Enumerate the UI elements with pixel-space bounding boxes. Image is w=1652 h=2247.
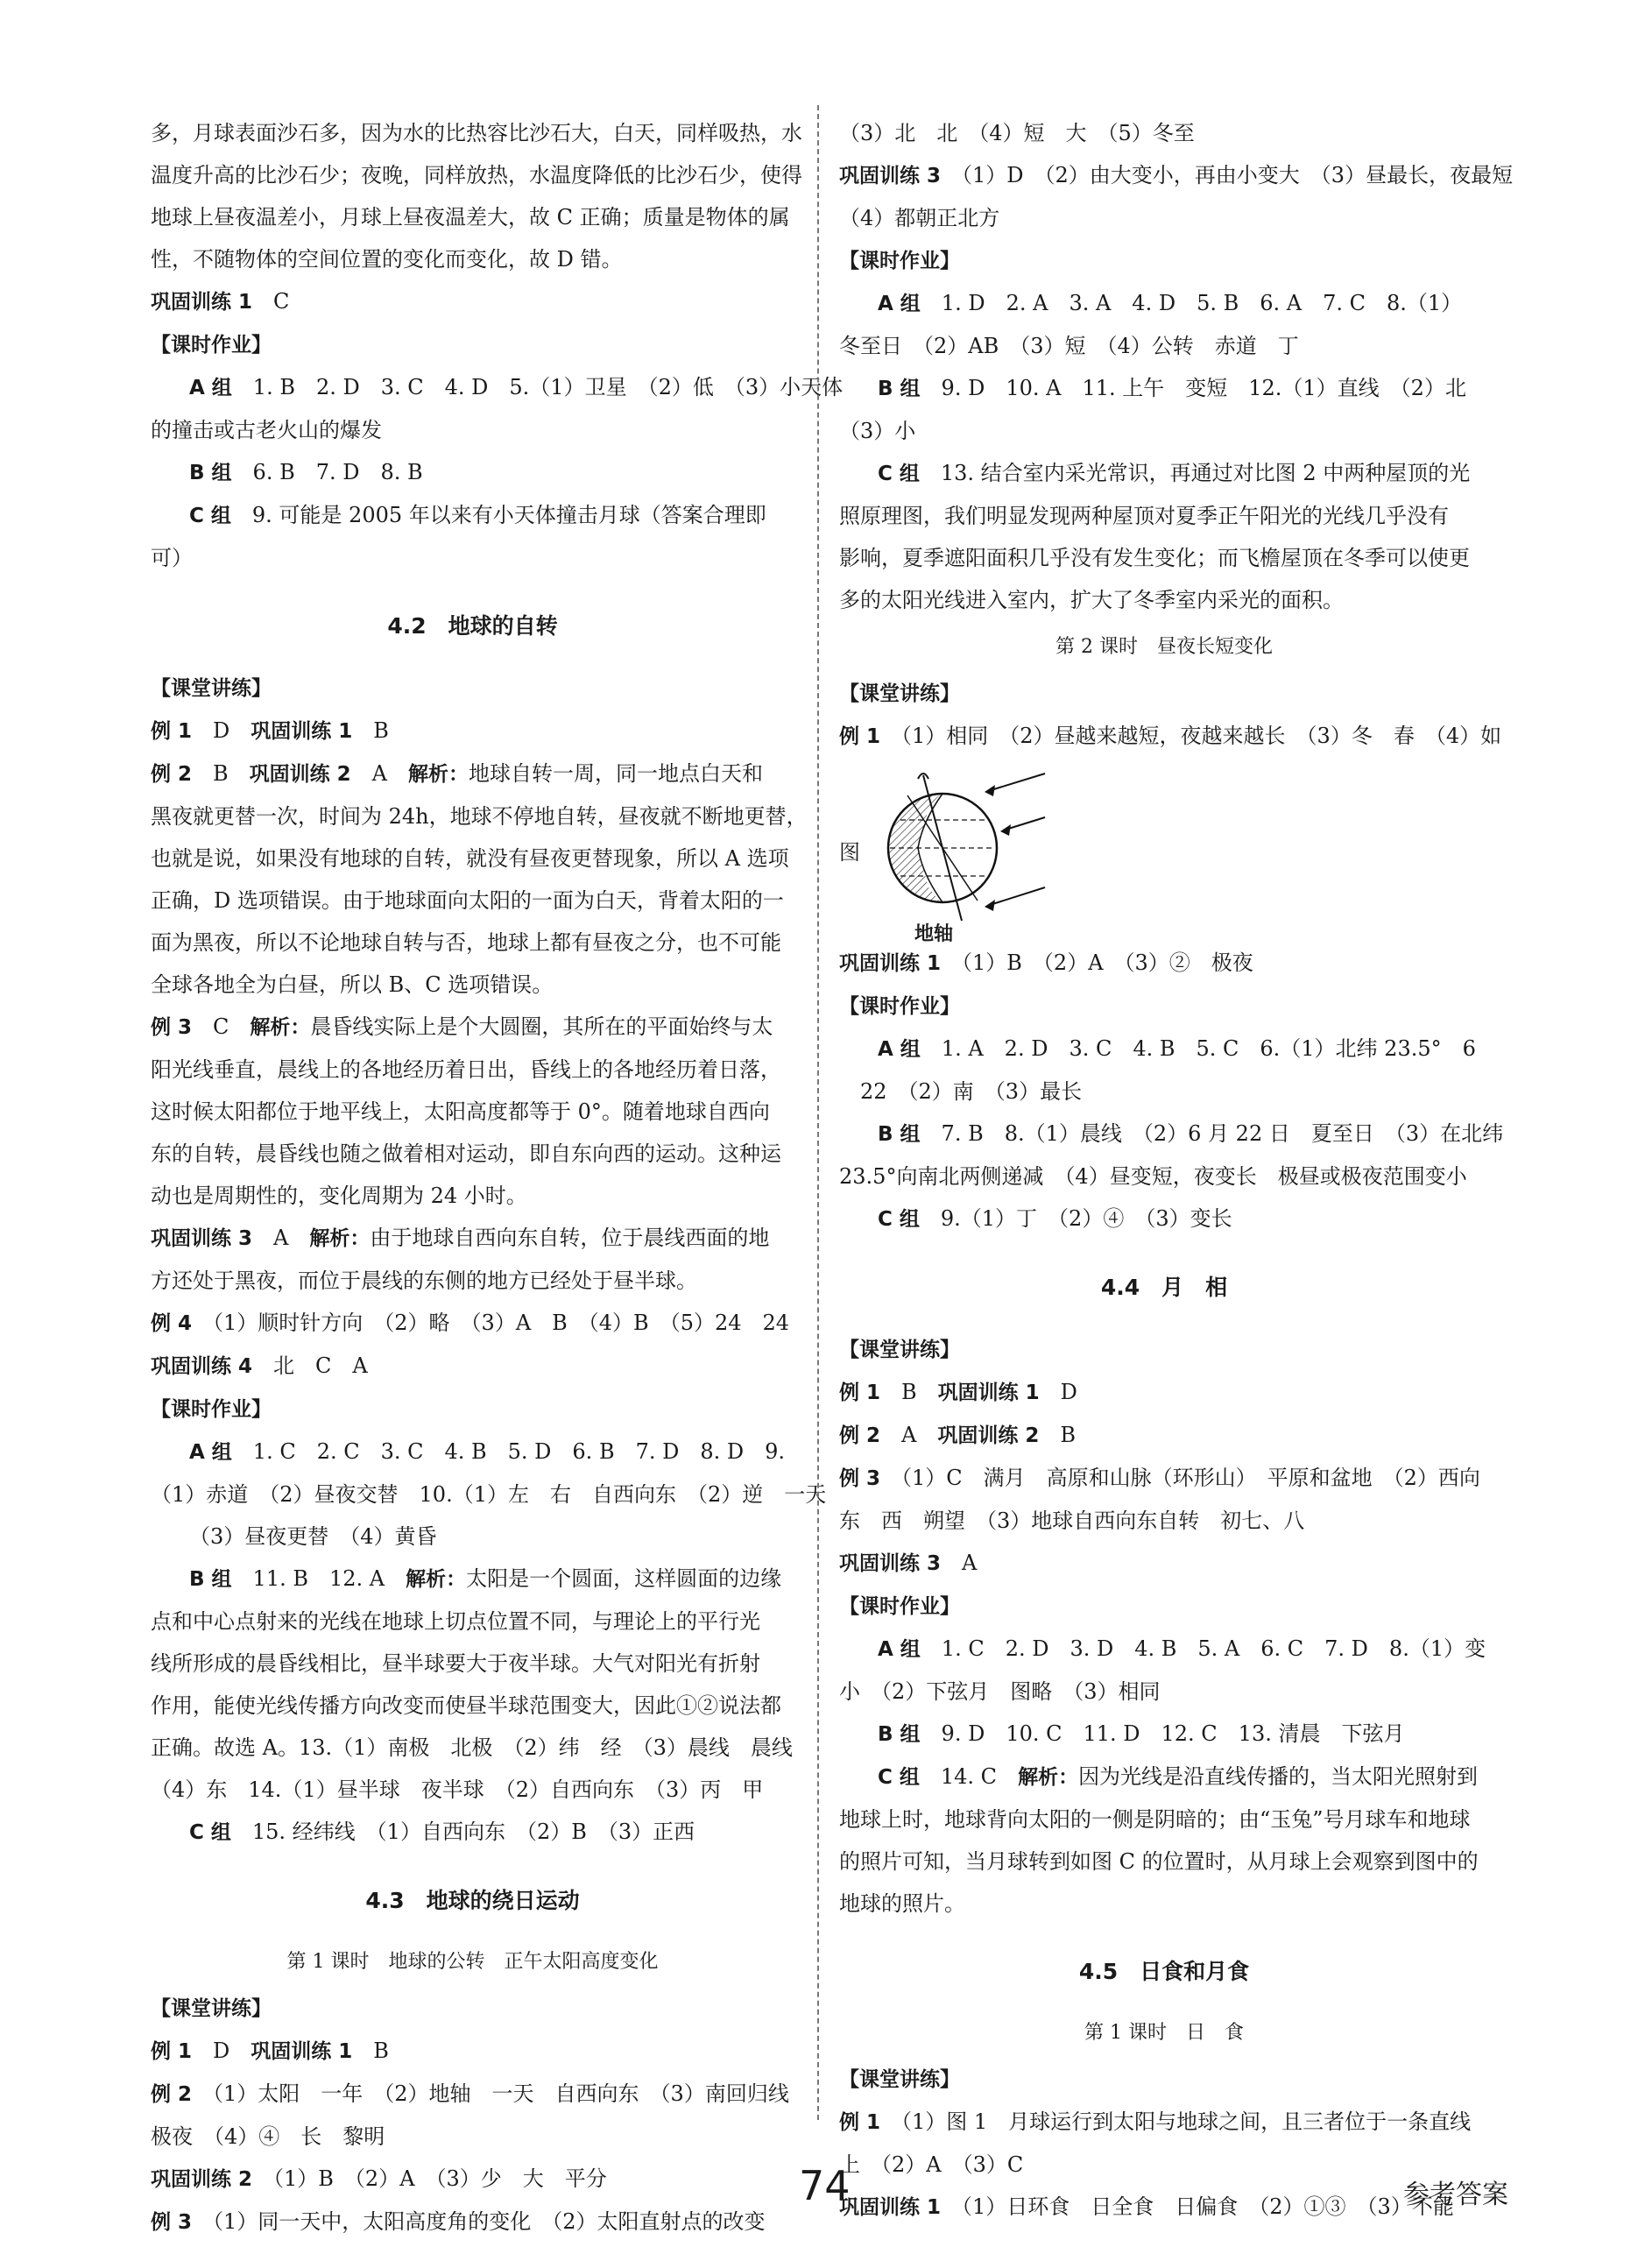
answer-label: 例 2: [839, 1424, 881, 1447]
answer-text: （1）C 满月 高原和山脉（环形山） 平原和盆地 （2）西向: [880, 1466, 1480, 1490]
text-line: [151, 922, 794, 964]
text-line: [151, 880, 794, 922]
answer-label: 巩固训练 1: [839, 952, 942, 975]
text-line: [151, 1345, 794, 1388]
text-line: [151, 1685, 794, 1727]
text-line: [151, 1260, 794, 1302]
text-line: [839, 367, 1489, 410]
page-number: 74: [799, 2162, 851, 2209]
answer-text: A: [350, 761, 409, 786]
answer-label: A 组: [878, 1038, 921, 1061]
text-line: [839, 1542, 1489, 1585]
text-line: [151, 1217, 794, 1260]
answer-text: 因为光线是沿直线传播的，当太阳光照射到: [1078, 1764, 1479, 1789]
text-line: [151, 667, 794, 710]
answer-text: 东的自转，晨昏线也随之做着相对运动，即自东向西的运动。这种运: [151, 1141, 781, 1166]
answer-label: 例 1: [839, 725, 881, 748]
text-line: [839, 1028, 1489, 1071]
answer-text: B: [352, 718, 389, 743]
section-heading: 4.2 地球的自转: [387, 613, 558, 639]
text-line: [151, 1133, 794, 1175]
answer-label: 巩固训练 3: [151, 1227, 253, 1250]
text-line: [839, 715, 1502, 758]
answer-label: 例 4: [151, 1312, 193, 1335]
text-line: [839, 410, 1489, 452]
text-line: [151, 1049, 794, 1091]
figure-caption: 地轴: [914, 923, 954, 945]
text-line: [839, 2186, 1489, 2229]
answer-label: 巩固训练 2: [937, 1424, 1040, 1447]
text-line: [839, 282, 1489, 325]
answer-label: A 组: [189, 1441, 232, 1464]
answer-text: 温度升高的比沙石少；夜晚，同样放热，水温度降低的比沙石少，使得: [151, 163, 802, 187]
text-line: [151, 280, 794, 323]
text-line: [839, 1585, 1489, 1628]
text-line: [839, 1071, 1489, 1113]
text-line: [151, 964, 794, 1006]
answer-text: 6. B 7. D 8. B: [231, 460, 423, 484]
answer-label: 【课堂讲练】: [151, 677, 272, 700]
figure-wrapper: [874, 756, 1049, 943]
text-line: [839, 1198, 1489, 1240]
text-line: [151, 795, 808, 837]
text-line: [839, 672, 1489, 715]
answer-text: （1）同一天中，太阳高度角的变化 （2）太阳直射点的改变: [192, 2209, 766, 2234]
answer-label: 解析：: [408, 763, 469, 786]
answer-text: 正确。故选 A。13.（1）南极 北极 （2）纬 经 （3）晨线 晨线: [151, 1735, 793, 1760]
answer-label: B 组: [878, 1123, 921, 1146]
answer-label: 例 1: [839, 2111, 881, 2134]
answer-text: 1. D 2. A 3. A 4. D 5. B 6. A 7. C 8.（1）: [920, 291, 1463, 315]
text-line: [839, 1113, 1504, 1155]
answer-text: 9. D 10. A 11. 上午 变短 12.（1）直线 （2）北: [920, 376, 1466, 400]
answer-label: A 组: [189, 377, 232, 399]
answer-text: 9. D 10. C 11. D 12. C 13. 清晨 下弦月: [920, 1721, 1405, 1746]
answer-text: 的照片可知，当月球转到如图 C 的位置时，从月球上会观察到图中的: [839, 1849, 1479, 1874]
answer-text: 照原理图，我们明显发现两种屋顶对夏季正午阳光的光线几乎没有: [839, 504, 1449, 528]
answer-label: 【课堂讲练】: [839, 1339, 960, 1361]
answer-label: 巩固训练 3: [839, 1552, 942, 1575]
answer-text: 全球各地全为白昼，所以 B、C 选项错误。: [151, 972, 554, 997]
text-line: [839, 1798, 1489, 1841]
text-line: [839, 1155, 1489, 1198]
section-heading: 4.5 日食和月食: [1078, 1959, 1250, 1984]
answer-text: 线所形成的晨昏线相比，昼半球要大于夜半球。大气对阳光有折射: [151, 1651, 760, 1676]
text-line: [151, 451, 794, 494]
text-line: [151, 1431, 794, 1473]
answer-text: （3）昼夜更替 （4）黄昏: [189, 1524, 437, 1549]
text-line: [151, 1727, 794, 1769]
answer-text: B: [1039, 1423, 1077, 1447]
text-line: [839, 1328, 1489, 1371]
answer-text: 地球上时，地球背向太阳的一侧是阴暗的；由“玉兔”号月球车和地球: [839, 1807, 1471, 1832]
answer-text: 晨昏线实际上是个大圆圈，其所在的平面始终与太: [310, 1014, 773, 1039]
text-line: [151, 2073, 794, 2116]
text-line: [839, 112, 1489, 154]
lesson-title: 第 1 课时 日 食: [1084, 2022, 1244, 2044]
text-line: [151, 2030, 794, 2073]
text-line: [839, 985, 1489, 1028]
text-line: [839, 197, 1489, 239]
text-line: [839, 942, 1489, 985]
text-line: [839, 2144, 1489, 2186]
answer-text: 太阳是一个圆面，这样圆面的边缘: [466, 1566, 782, 1591]
answer-label: C 组: [878, 463, 920, 485]
answer-text: 多，月球表面沙石多，因为水的比热容比沙石大，白天，同样吸热，水: [151, 121, 802, 145]
answer-text: 地球的照片。: [839, 1891, 965, 1916]
answer-text: （3）小: [839, 419, 916, 443]
text-line: [839, 239, 1489, 282]
answer-label: 解析：: [406, 1568, 467, 1591]
answer-label: C 组: [878, 1208, 920, 1231]
column-divider: [817, 105, 819, 2120]
answer-text: 9.（1）丁 （2）④ （3）变长: [919, 1206, 1232, 1231]
answer-label: C 组: [189, 505, 231, 527]
answer-text: （1）相同 （2）昼越来越短，夜越来越长 （3）冬 春 （4）如: [880, 724, 1502, 748]
text-line: [839, 154, 1514, 197]
answer-text: 地球自转一周，同一地点白天和: [469, 761, 764, 786]
text-line: [151, 2116, 794, 2158]
answer-label: 巩固训练 1: [839, 2196, 942, 2219]
text-line: [839, 452, 1489, 495]
answer-text: （4）东 14.（1）昼半球 夜半球 （2）自西向东 （3）丙 甲: [151, 1777, 764, 1802]
text-line: [151, 1388, 794, 1431]
answer-label: 巩固训练 2: [151, 2168, 253, 2191]
answer-text: A: [252, 1226, 310, 1250]
answer-text: 阳光线垂直，晨线上的各地经历着日出，昏线上的各地经历着日落，: [151, 1057, 781, 1082]
text-line: [151, 837, 794, 880]
answer-label: 【课堂讲练】: [839, 2068, 960, 2091]
text-line: [151, 1558, 794, 1600]
answer-text: 冬至日 （2）AB （3）短 （4）公转 赤道 丁: [839, 334, 1299, 358]
answer-label: 【课时作业】: [151, 1398, 272, 1421]
answer-text: 1. C 2. D 3. D 4. B 5. A 6. C 7. D 8.（1）变: [920, 1636, 1486, 1661]
text-line: [839, 1457, 1489, 1500]
answer-text: 11. B 12. A: [231, 1566, 406, 1591]
text-line: [839, 2058, 1489, 2101]
answer-text: 动也是周期性的，变化周期为 24 小时。: [151, 1184, 527, 1208]
text-line: [151, 1302, 794, 1345]
answer-text: （1）赤道 （2）昼夜交替 10.（1）左 右 自西向东 （2）逆 一天: [151, 1482, 827, 1507]
section-heading: 4.4 月 相: [1100, 1275, 1228, 1300]
text-line: [839, 1756, 1489, 1798]
answer-text: 7. B 8.（1）晨线 （2）6 月 22 日 夏至日 （3）在北纬: [920, 1121, 1504, 1146]
answer-label: 巩固训练 2: [249, 763, 351, 786]
text-line: [839, 2101, 1489, 2144]
answer-text: 可）: [151, 546, 193, 570]
answer-label: B 组: [878, 378, 921, 400]
answer-label: C 组: [189, 1821, 231, 1844]
text-line: [151, 2201, 794, 2243]
answer-label: 巩固训练 3: [839, 165, 942, 187]
answer-label: 巩固训练 4: [151, 1355, 253, 1378]
text-line: [839, 1628, 1489, 1671]
text-line: [151, 1600, 794, 1643]
text-line: [151, 238, 794, 280]
answer-text: 地球上昼夜温差小，月球上昼夜温差大，故 C 正确；质量是物体的属: [151, 205, 790, 230]
answer-text: D: [192, 718, 251, 743]
text-line: [151, 2158, 794, 2201]
answer-text: 小 （2）下弦月 图略 （3）相同: [839, 1679, 1161, 1704]
text-line: [151, 366, 844, 409]
text-line: [151, 753, 794, 795]
text-line: [839, 579, 1489, 621]
answer-label: A 组: [878, 1638, 921, 1661]
answer-text: （4）都朝正北方: [839, 206, 1000, 230]
answer-label: 解析：: [309, 1227, 371, 1250]
text-line: [151, 1516, 794, 1558]
answer-text: 黑夜就更替一次，时间为 24h，地球不停地自转，昼夜就不断地更替，: [151, 804, 808, 829]
answer-text: 9. 可能是 2005 年以来有小天体撞击月球（答案合理即: [230, 503, 766, 527]
answer-text: 极夜 （4）④ 长 黎明: [151, 2124, 385, 2149]
text-line: [839, 1883, 1489, 1925]
answer-label: 例 1: [839, 1381, 881, 1404]
answer-text: C: [252, 289, 290, 314]
answer-label: 巩固训练 1: [937, 1381, 1040, 1404]
answer-text: B: [352, 2039, 389, 2063]
answer-text: 北 C A: [252, 1353, 368, 1378]
right-column: [839, 112, 1514, 2229]
text-line: [151, 710, 794, 753]
answer-text: 多的太阳光线进入室内，扩大了冬季室内采光的面积。: [839, 588, 1344, 612]
answer-label: 【课时作业】: [839, 250, 960, 272]
answer-text: 作用，能使光线传播方向改变而使昼半球范围变大，因此①②说法都: [151, 1693, 781, 1718]
text-line: [839, 537, 1489, 579]
answer-label: 例 3: [839, 1467, 881, 1490]
text-line: [151, 1091, 794, 1133]
text-line: [839, 495, 1489, 537]
lesson-title: 第 2 课时 昼夜长短变化: [1055, 636, 1273, 658]
answer-label: 巩固训练 1: [151, 291, 253, 314]
answer-text: （1）顺时针方向 （2）略 （3）A B （4）B （5）24 24: [192, 1311, 790, 1335]
answer-label: 例 2: [151, 763, 193, 786]
answer-text: D: [1039, 1380, 1077, 1404]
answer-label: 例 2: [151, 2083, 193, 2106]
answer-text: 影响，夏季遮阳面积几乎没有发生变化；而飞檐屋顶在冬季可以使更: [839, 546, 1470, 570]
text-line: [151, 1769, 794, 1811]
answer-label: 【课堂讲练】: [839, 682, 960, 705]
text-line: [151, 1643, 794, 1685]
answer-text: A: [941, 1551, 978, 1575]
answer-text: （1）图 1 月球运行到太阳与地球之间，且三者位于一条直线: [880, 2109, 1472, 2134]
answer-label: 例 3: [151, 1016, 193, 1039]
text-line: [839, 325, 1489, 367]
answer-label: 例 1: [151, 2040, 193, 2063]
text-line: [151, 196, 794, 238]
answer-text: 1. A 2. D 3. C 4. B 5. C 6.（1）北纬 23.5° 6: [920, 1036, 1476, 1061]
text-line: [839, 1414, 1489, 1457]
answer-label: 解析：: [1018, 1766, 1079, 1789]
answer-label: 巩固训练 1: [251, 720, 353, 743]
text-line: [839, 1671, 1489, 1713]
answer-text: （1）D （2）由大变小，再由小变大 （3）昼最长，夜最短: [941, 163, 1514, 187]
figure-prefix-text: 图: [839, 839, 860, 865]
answer-label: B 组: [189, 1568, 232, 1591]
text-line: [839, 1500, 1489, 1542]
text-line: [151, 1175, 794, 1217]
answer-text: C: [192, 1014, 251, 1039]
text-line: [839, 1713, 1489, 1756]
answer-text: 22 （2）南 （3）最长: [839, 1079, 1083, 1104]
answer-label: 解析：: [250, 1016, 311, 1039]
answer-text: B: [192, 761, 250, 786]
answer-label: 【课时作业】: [839, 995, 960, 1018]
text-line: [839, 1841, 1489, 1883]
answer-label: 例 1: [151, 720, 193, 743]
answer-label: 【课堂讲练】: [151, 1997, 272, 2020]
answer-text: （1）太阳 一年 （2）地轴 一天 自西向东 （3）南回归线: [192, 2081, 789, 2106]
answer-text: D: [192, 2039, 251, 2063]
answer-text: 由于地球自西向东自转，位于晨线西面的地: [370, 1226, 770, 1250]
answer-text: A: [880, 1423, 938, 1447]
answer-label: C 组: [878, 1766, 920, 1789]
text-line: [151, 1811, 794, 1854]
answer-text: 1. B 2. D 3. C 4. D 5.（1）卫星 （2）低 （3）小天体: [231, 375, 844, 399]
answer-text: 性，不随物体的空间位置的变化而变化，故 D 错。: [151, 247, 623, 272]
text-line: [151, 1987, 794, 2030]
answer-text: 上 （2）A （3）C: [839, 2152, 1024, 2177]
answer-label: 巩固训练 1: [251, 2040, 353, 2063]
figure-block: [839, 758, 1489, 945]
answer-text: （1）日环食 日全食 日偏食 （2）①③ （3）不能: [941, 2194, 1454, 2219]
text-line: [151, 112, 802, 154]
answer-text: 面为黑夜，所以不论地球自转与否，地球上都有昼夜之分，也不可能: [151, 930, 781, 955]
answer-text: 正确，D 选项错误。由于地球面向太阳的一面为白天，背着太阳的一: [151, 888, 784, 913]
answer-text: 的撞击或古老火山的爆发: [151, 418, 382, 442]
text-line: [151, 323, 794, 366]
answer-label: A 组: [878, 293, 921, 315]
text-line: [151, 494, 794, 537]
answer-text: （1）B （2）A （3）② 极夜: [941, 950, 1253, 975]
answer-label: 例 3: [151, 2211, 193, 2234]
section-heading: 4.3 地球的绕日运动: [365, 1888, 580, 1913]
text-line: [151, 154, 802, 196]
answer-label: B 组: [189, 462, 232, 484]
text-line: [151, 409, 794, 451]
lesson-title: 第 1 课时 地球的公转 正午太阳高度变化: [286, 1951, 659, 1973]
answer-text: 这时候太阳都位于地平线上，太阳高度都等于 0°。随着地球自西向: [151, 1099, 770, 1124]
answer-text: 点和中心点射来的光线在地球上切点位置不同，与理论上的平行光: [151, 1609, 760, 1634]
footer-label: 参考答案: [1403, 2180, 1508, 2210]
answer-text: 方还处于黑夜，而位于晨线的东侧的地方已经处于昼半球。: [151, 1268, 697, 1293]
globe-diagram: [874, 756, 1049, 940]
text-line: [839, 1371, 1489, 1414]
answer-label: B 组: [878, 1723, 921, 1746]
text-line: [151, 1006, 794, 1049]
answer-text: （1）B （2）A （3）少 大 平分: [252, 2166, 607, 2191]
answer-text: 15. 经纬线 （1）自西向东 （2）B （3）正西: [230, 1820, 695, 1844]
answer-text: 也就是说，如果没有地球的自转，就没有昼夜更替现象，所以 A 选项: [151, 846, 789, 871]
answer-text: 东 西 朔望 （3）地球自西向东自转 初七、八: [839, 1509, 1305, 1533]
answer-label: 【课时作业】: [839, 1595, 960, 1618]
answer-label: 【课时作业】: [151, 334, 272, 357]
text-line: [151, 537, 794, 579]
answer-text: （3）北 北 （4）短 大 （5）冬至: [839, 121, 1195, 145]
answer-text: 13. 结合室内采光常识，再通过对比图 2 中两种屋顶的光: [919, 461, 1471, 485]
answer-text: 14. C: [919, 1764, 1019, 1789]
answer-text: 1. C 2. C 3. C 4. B 5. D 6. B 7. D 8. D 9.: [231, 1439, 786, 1464]
answer-text: B: [880, 1380, 938, 1404]
text-line: [151, 1473, 827, 1516]
answer-text: 23.5°向南北两侧递减 （4）昼变短，夜变长 极昼或极夜范围变小: [839, 1164, 1467, 1189]
